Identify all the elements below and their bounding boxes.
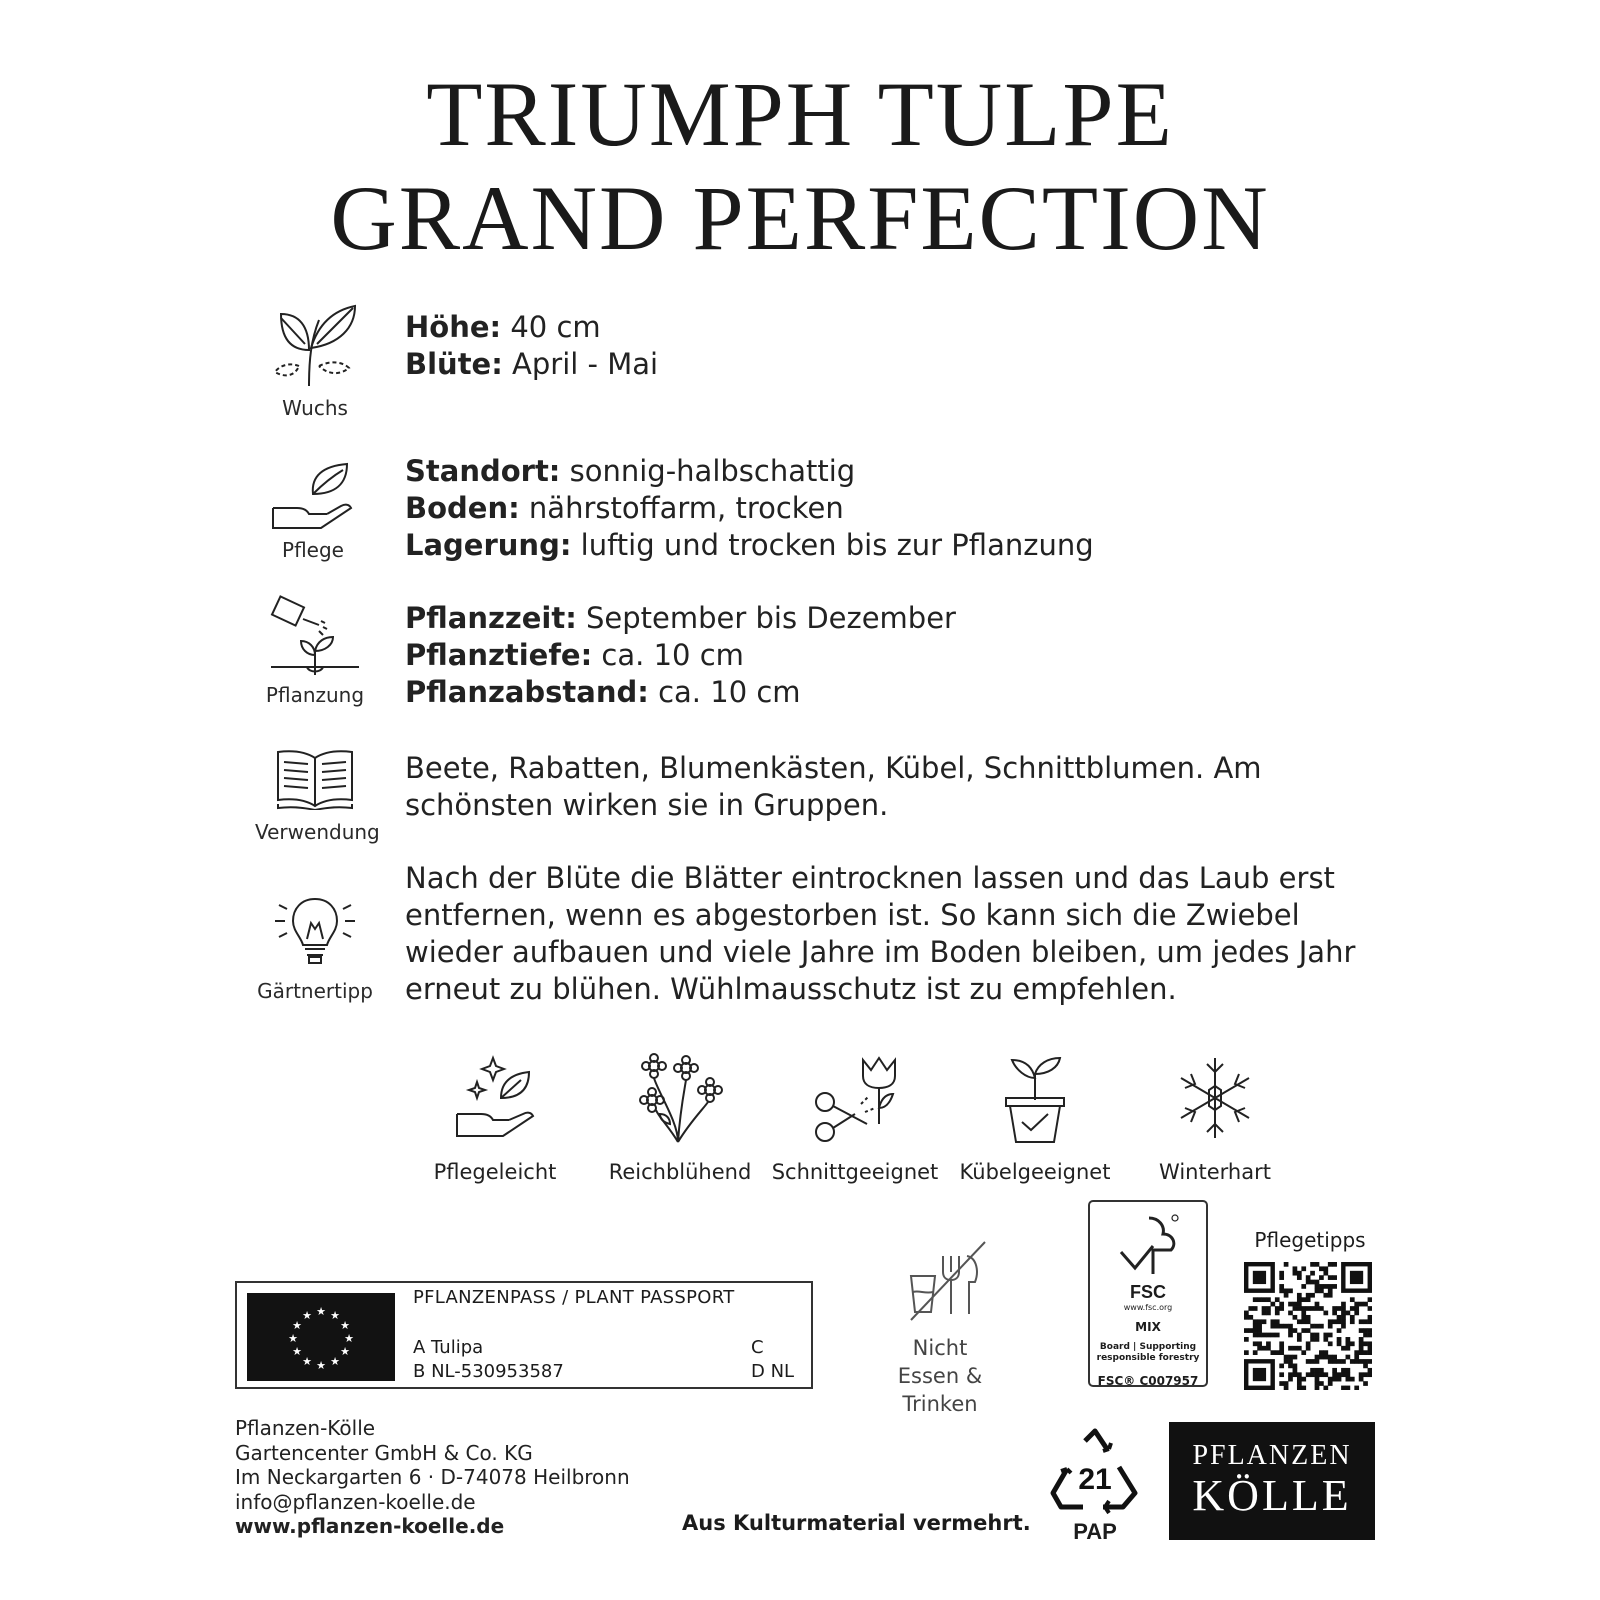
label-boden: Boden: bbox=[405, 491, 520, 525]
text-line bbox=[405, 490, 1405, 527]
hand-leaf-icon bbox=[267, 462, 359, 532]
svg-text:★: ★ bbox=[302, 1355, 312, 1368]
recycling-symbol bbox=[1047, 1427, 1143, 1545]
feature-pflegeleicht bbox=[410, 1052, 580, 1184]
propagation-note: Aus Kulturmaterial vermehrt. bbox=[682, 1511, 1031, 1535]
open-book-icon bbox=[274, 746, 356, 810]
svg-text:★: ★ bbox=[340, 1319, 350, 1332]
label-pflanzzeit: Pflanzzeit: bbox=[405, 601, 577, 635]
sparkle-hand-leaf-icon bbox=[453, 1052, 537, 1144]
address-line-2: Gartencenter GmbH & Co. KG bbox=[235, 1440, 533, 1465]
text-line bbox=[405, 527, 1405, 564]
svg-text:★: ★ bbox=[344, 1332, 354, 1345]
company-address bbox=[235, 1416, 630, 1539]
address-email[interactable]: info@pflanzen-koelle.de bbox=[235, 1489, 476, 1514]
plant-passport-c: C bbox=[751, 1337, 764, 1358]
section-pflanzung-text bbox=[405, 600, 1405, 711]
svg-text:★: ★ bbox=[288, 1332, 298, 1345]
feature-kuebelgeeignet bbox=[950, 1052, 1120, 1184]
value-pflanzzeit: September bis Dezember bbox=[576, 601, 956, 635]
plant-passport-b: B NL-530953587 bbox=[413, 1361, 564, 1382]
text-line bbox=[405, 309, 1405, 346]
fsc-type: MIX bbox=[1135, 1320, 1161, 1334]
qr-code-label: Pflegetipps bbox=[1254, 1228, 1366, 1252]
text-line bbox=[405, 674, 1405, 711]
label-bluete: Blüte: bbox=[405, 347, 503, 381]
svg-text:★: ★ bbox=[340, 1345, 350, 1358]
svg-text:★: ★ bbox=[316, 1305, 326, 1318]
qr-code[interactable] bbox=[1244, 1262, 1372, 1390]
watering-can-icon bbox=[267, 595, 363, 677]
section-gaertnertipp-text bbox=[405, 860, 1405, 1008]
value-hoehe: 40 cm bbox=[501, 310, 601, 344]
product-title bbox=[0, 62, 1600, 270]
label-pflanzabstand: Pflanzabstand: bbox=[405, 675, 649, 709]
plant-leaves-icon bbox=[269, 300, 361, 392]
feature-label: Pflegeleicht bbox=[433, 1160, 557, 1184]
feature-winterhart bbox=[1130, 1052, 1300, 1184]
eu-stars-icon bbox=[247, 1293, 395, 1381]
fsc-url: www.fsc.org bbox=[1123, 1303, 1173, 1312]
feature-label: Kübelgeeignet bbox=[959, 1160, 1111, 1184]
section-pflege-text bbox=[405, 453, 1405, 564]
text-line: Nach der Blüte die Blätter eintrocknen lassen und das Laub erst bbox=[405, 861, 1335, 895]
feature-label: Reichblühend bbox=[608, 1160, 752, 1184]
fsc-desc-1: Board | Supporting bbox=[1099, 1342, 1197, 1352]
value-pflanztiefe: ca. 10 cm bbox=[592, 638, 744, 672]
feature-schnittgeeignet bbox=[770, 1052, 940, 1184]
plant-passport-d: D NL bbox=[751, 1361, 795, 1382]
text-line bbox=[405, 453, 1405, 490]
no-food-drink-icon bbox=[885, 1236, 995, 1326]
section-pflanzung-icon-group bbox=[255, 595, 375, 707]
fsc-brand: FSC bbox=[1130, 1282, 1166, 1302]
text-line bbox=[405, 637, 1405, 674]
section-wuchs-icon-group bbox=[255, 300, 375, 420]
section-gaertnertipp-icon-group bbox=[255, 893, 375, 1003]
fsc-tree-check-icon bbox=[1113, 1212, 1183, 1280]
text-line: schönsten wirken sie in Gruppen. bbox=[405, 788, 889, 822]
label-hoehe: Höhe: bbox=[405, 310, 502, 344]
recycling-code: PAP bbox=[1073, 1519, 1117, 1544]
plant-passport-title: PFLANZENPASS / PLANT PASSPORT bbox=[413, 1287, 735, 1308]
section-verwendung-text bbox=[405, 750, 1405, 824]
text-line bbox=[405, 346, 1405, 383]
plant-passport-box bbox=[235, 1281, 813, 1389]
section-pflege-icon-group bbox=[253, 462, 373, 562]
section-label-pflanzung: Pflanzung bbox=[265, 683, 365, 707]
recycling-triangle-icon bbox=[1047, 1427, 1143, 1519]
section-label-pflege: Pflege bbox=[282, 538, 344, 562]
label-standort: Standort: bbox=[405, 454, 561, 488]
text-line bbox=[405, 600, 1405, 637]
feature-reichbluehend bbox=[595, 1052, 765, 1184]
address-line-3: Im Neckargarten 6 · D-74078 Heilbronn bbox=[235, 1465, 630, 1489]
address-line-1: Pflanzen-Kölle bbox=[235, 1416, 376, 1440]
potted-plant-icon bbox=[998, 1052, 1072, 1144]
value-lagerung: luftig und trocken bis zur Pflanzung bbox=[571, 528, 1094, 562]
svg-text:★: ★ bbox=[330, 1355, 340, 1368]
recycling-number: 21 bbox=[1078, 1463, 1112, 1496]
text-line: entfernen, wenn es abgestorben ist. So kann sich die Zwiebel bbox=[405, 898, 1300, 932]
value-pflanzabstand: ca. 10 cm bbox=[648, 675, 801, 709]
text-line: wieder aufbauen und viele Jahre im Boden bleiben, um jedes Jahr bbox=[405, 935, 1356, 969]
scissors-tulip-icon bbox=[809, 1052, 901, 1144]
light-bulb-icon bbox=[271, 893, 359, 967]
fsc-code: FSC® C007957 bbox=[1097, 1374, 1199, 1388]
flower-bouquet-icon bbox=[634, 1052, 726, 1144]
no-food-drink-line-1: Nicht bbox=[912, 1336, 968, 1360]
svg-text:★: ★ bbox=[302, 1309, 312, 1322]
logo-line-2: KÖLLE bbox=[1192, 1471, 1352, 1520]
fsc-label bbox=[1088, 1200, 1208, 1387]
text-line: erneut zu blühen. Wühlmausschutz ist zu empfehlen. bbox=[405, 972, 1177, 1006]
title-line-1: TRIUMPH TULPE bbox=[426, 63, 1174, 165]
section-verwendung-icon-group bbox=[255, 746, 380, 844]
label-lagerung: Lagerung: bbox=[405, 528, 572, 562]
text-line: Beete, Rabatten, Blumenkästen, Kübel, Schnittblumen. Am bbox=[405, 751, 1262, 785]
svg-text:★: ★ bbox=[292, 1345, 302, 1358]
eu-flag bbox=[247, 1293, 395, 1381]
value-bluete: April - Mai bbox=[502, 347, 659, 381]
fsc-desc-2: responsible forestry bbox=[1096, 1353, 1200, 1363]
snowflake-icon bbox=[1173, 1052, 1257, 1144]
section-label-wuchs: Wuchs bbox=[282, 396, 348, 420]
value-standort: sonnig-halbschattig bbox=[560, 454, 856, 488]
section-label-verwendung: Verwendung bbox=[255, 820, 380, 844]
no-food-drink-warning bbox=[865, 1236, 1015, 1418]
value-boden: nährstoffarm, trocken bbox=[519, 491, 844, 525]
no-food-drink-line-2: Essen & Trinken bbox=[897, 1364, 983, 1416]
plant-passport-a: A Tulipa bbox=[413, 1337, 484, 1358]
logo-line-1: PFLANZEN bbox=[1192, 1440, 1352, 1471]
svg-text:★: ★ bbox=[292, 1319, 302, 1332]
feature-label: Winterhart bbox=[1159, 1160, 1271, 1184]
section-wuchs-text bbox=[405, 309, 1405, 383]
label-pflanztiefe: Pflanztiefe: bbox=[405, 638, 593, 672]
svg-text:★: ★ bbox=[316, 1359, 326, 1372]
address-website[interactable]: www.pflanzen-koelle.de bbox=[235, 1514, 505, 1538]
title-line-2: GRAND PERFECTION bbox=[330, 167, 1270, 269]
section-label-gaertnertipp: Gärtnertipp bbox=[257, 979, 373, 1003]
feature-label: Schnittgeeignet bbox=[771, 1160, 939, 1184]
pflanzen-koelle-logo bbox=[1169, 1422, 1375, 1540]
svg-text:★: ★ bbox=[330, 1309, 340, 1322]
